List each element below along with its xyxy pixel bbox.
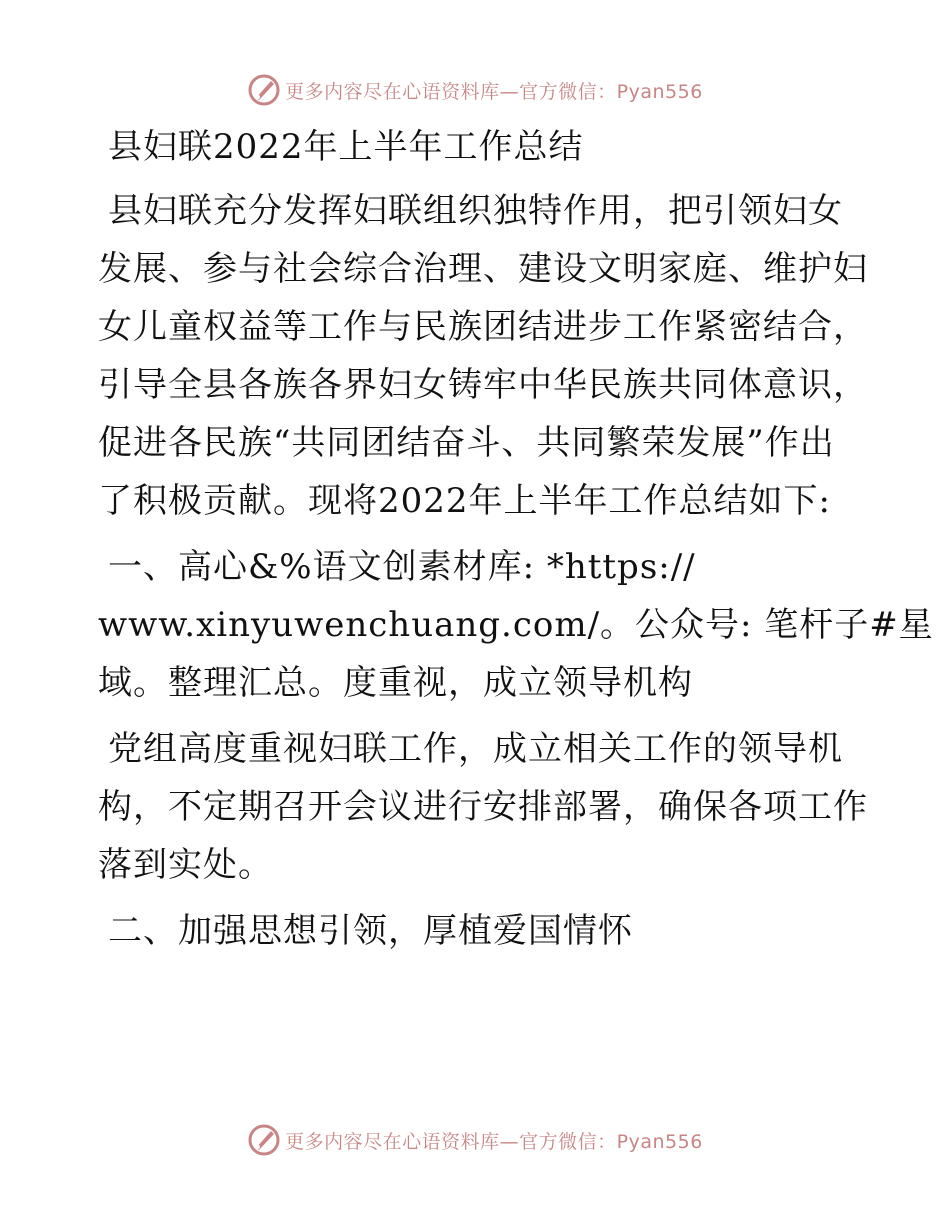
text-line: 促进各民族“共同团结奋斗、共同繁荣发展”作出 — [98, 423, 835, 463]
section-one-heading — [98, 538, 934, 712]
text-line: 引导全县各族各界妇女铸牢中华民族共同体意识， — [98, 365, 868, 405]
quill-logo-icon — [247, 1123, 281, 1157]
text-line: 党组高度重视妇联工作，成立相关工作的领导机 — [108, 729, 843, 769]
section-two-heading — [98, 902, 858, 960]
text-line: www.xinyuwenchuang.com/。公众号: 笔杆子#星 — [98, 605, 934, 645]
header-watermark — [0, 70, 950, 110]
document-title: 县妇联2022年上半年工作总结 — [108, 127, 584, 167]
header-watermark-text: 更多内容尽在心语资料库—官方微信：Pyan556 — [285, 80, 703, 103]
text-line: 构，不定期召开会议进行安排部署，确保各项工作 — [98, 787, 868, 827]
footer-watermark — [0, 1120, 950, 1160]
text-line: 县妇联充分发挥妇联组织独特作用，把引领妇女 — [108, 191, 843, 231]
paragraph-leadership — [98, 720, 868, 894]
text-line: 女儿童权益等工作与民族团结进步工作紧密结合， — [98, 307, 868, 347]
text-line: 一、高心&%语文创素材库: *https:// — [108, 547, 696, 587]
quill-logo-icon — [247, 73, 281, 107]
text-line: 了积极贡献。现将2022年上半年工作总结如下: — [98, 481, 831, 521]
paragraph-intro — [98, 182, 868, 530]
text-line: 落到实处。 — [98, 845, 273, 885]
footer-watermark-text: 更多内容尽在心语资料库—官方微信：Pyan556 — [285, 1130, 703, 1153]
text-line: 域。整理汇总。度重视，成立领导机构 — [98, 663, 693, 703]
text-line: 发展、参与社会综合治理、建设文明家庭、维护妇 — [98, 249, 868, 289]
text-line: 二、加强思想引领，厚植爱国情怀 — [108, 911, 633, 951]
document-body — [98, 118, 934, 968]
